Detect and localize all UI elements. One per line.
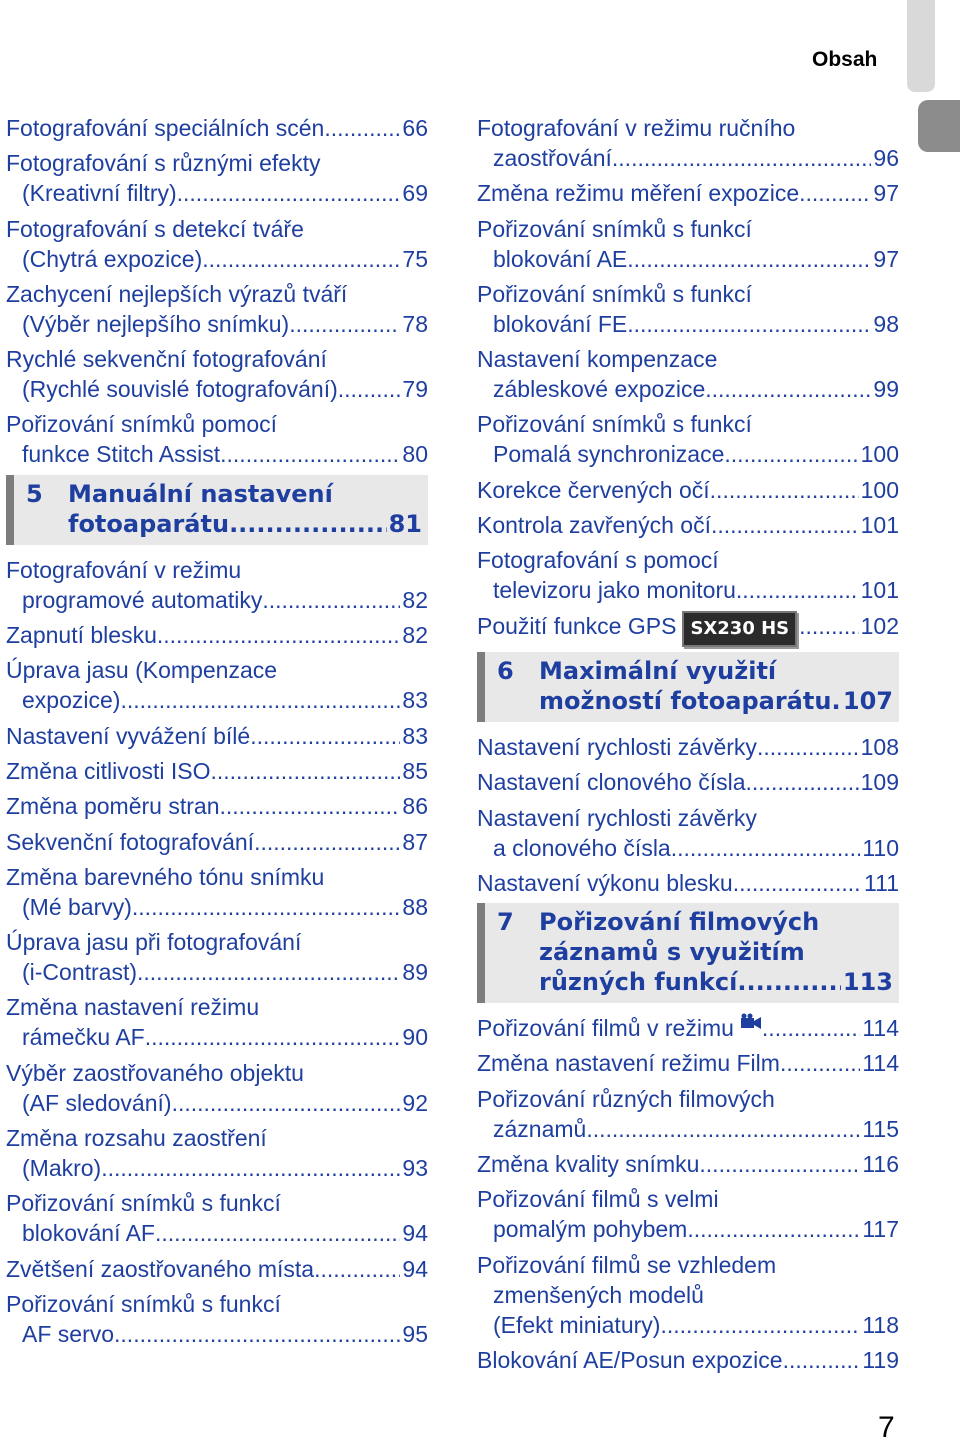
toc-page-number: 86 bbox=[402, 793, 428, 820]
toc-entry-text: Nastavení vyvážení bílé bbox=[6, 722, 251, 749]
chapter-title: možností fotoaparátu bbox=[539, 686, 832, 715]
chapter-heading-line bbox=[14, 479, 428, 509]
chapter-section-heading[interactable] bbox=[6, 475, 428, 545]
chapter-heading-line bbox=[485, 686, 899, 716]
leader-dots bbox=[262, 585, 400, 615]
toc-entry-text: zábleskové expozice bbox=[493, 376, 706, 403]
toc-entry-text: Pořizování snímků s funkcí bbox=[477, 411, 752, 438]
toc-entry[interactable] bbox=[477, 1184, 899, 1244]
leader-dots bbox=[101, 1153, 400, 1183]
toc-entry-text: (Mé barvy) bbox=[22, 893, 132, 920]
toc-entry-list bbox=[477, 732, 899, 898]
toc-entry-text: Fotografování v režimu bbox=[6, 556, 242, 583]
toc-entry-text: Rychlé sekvenční fotografování bbox=[6, 346, 327, 373]
leader-dots bbox=[211, 756, 401, 786]
leader-dots bbox=[699, 1149, 860, 1179]
toc-entry-text: Pořizování snímků pomocí bbox=[6, 411, 278, 438]
leader-dots bbox=[137, 957, 400, 987]
toc-entry[interactable] bbox=[6, 1188, 428, 1248]
toc-entry-line bbox=[477, 1114, 899, 1144]
leader-dots bbox=[757, 732, 859, 762]
toc-entry[interactable] bbox=[477, 545, 899, 605]
toc-entry-line bbox=[6, 1218, 428, 1248]
leader-dots bbox=[172, 1088, 401, 1118]
toc-page-number: 95 bbox=[402, 1320, 428, 1347]
toc-entry-line bbox=[477, 309, 899, 339]
toc-entry-text: funkce Stitch Assist bbox=[22, 441, 221, 468]
toc-entry[interactable] bbox=[6, 827, 428, 857]
toc-entry[interactable] bbox=[6, 113, 428, 143]
toc-entry-line bbox=[477, 1214, 899, 1244]
toc-entry-line bbox=[6, 344, 428, 374]
toc-entry-line bbox=[477, 1345, 899, 1375]
toc-entry-text: pomalým pohybem bbox=[493, 1216, 688, 1243]
toc-page-number: 66 bbox=[402, 115, 428, 141]
toc-entry-line bbox=[6, 721, 428, 751]
toc-column-left bbox=[6, 113, 428, 1354]
toc-entry-line bbox=[477, 475, 899, 505]
toc-entry-text: Zapnutí blesku bbox=[6, 622, 157, 649]
toc-page-number: 81 bbox=[388, 509, 422, 538]
chapter-title: záznamů s využitím bbox=[539, 938, 805, 967]
toc-entry-line bbox=[477, 1250, 899, 1280]
toc-page-number: 82 bbox=[402, 622, 428, 649]
toc-entry-text: (Chytrá expozice) bbox=[22, 245, 203, 272]
toc-entry-text: Změna kvality snímku bbox=[477, 1151, 700, 1178]
toc-entry[interactable] bbox=[6, 756, 428, 786]
toc-entry-text: Blokování AE/Posun expozice bbox=[477, 1346, 783, 1373]
toc-entry-text: AF servo bbox=[22, 1320, 115, 1347]
toc-entry-list bbox=[477, 113, 899, 605]
toc-entry-line bbox=[477, 143, 899, 173]
leader-dots bbox=[612, 143, 872, 173]
leader-dots bbox=[780, 1048, 860, 1078]
leader-dots bbox=[250, 721, 400, 751]
toc-entry[interactable] bbox=[6, 620, 428, 650]
toc-entry-line bbox=[477, 279, 899, 309]
toc-entry-line bbox=[477, 767, 899, 797]
toc-entry-line bbox=[6, 1088, 428, 1118]
toc-entry-line bbox=[477, 1084, 899, 1114]
toc-entry-line bbox=[477, 1048, 899, 1078]
toc-entry-text: Změna barevného tónu snímku bbox=[6, 863, 325, 890]
leader-dots bbox=[177, 178, 401, 208]
toc-page-number: 94 bbox=[402, 1255, 428, 1282]
toc-entry-line bbox=[477, 1184, 899, 1214]
toc-entry[interactable] bbox=[477, 803, 899, 863]
toc-entry-line bbox=[6, 791, 428, 821]
toc-entry-text: (i-Contrast) bbox=[22, 959, 138, 986]
toc-entry-line bbox=[6, 409, 428, 439]
toc-page-number: 99 bbox=[873, 376, 899, 403]
toc-page-number: 92 bbox=[402, 1089, 428, 1116]
toc-page-number: 118 bbox=[862, 1311, 899, 1338]
toc-entry-text: Pomalá synchronizace bbox=[493, 441, 725, 468]
leader-dots bbox=[724, 439, 858, 469]
toc-entry[interactable] bbox=[477, 1084, 899, 1144]
toc-entry-text: (Efekt miniatury) bbox=[493, 1311, 661, 1338]
toc-page-number: 80 bbox=[402, 441, 428, 468]
toc-entry-line bbox=[6, 178, 428, 208]
leader-dots bbox=[155, 1218, 400, 1248]
toc-entry-line bbox=[477, 344, 899, 374]
toc-page-number: 90 bbox=[402, 1024, 428, 1051]
chapter-number: 6 bbox=[497, 656, 514, 685]
toc-entry-text: blokování FE bbox=[493, 310, 628, 337]
leader-dots bbox=[586, 1114, 860, 1144]
toc-entry-text: Pořizování různých filmových bbox=[477, 1085, 775, 1112]
toc-entry-text: zaostřování bbox=[493, 145, 612, 171]
toc-entry-line bbox=[477, 214, 899, 244]
toc-entry-line bbox=[477, 1310, 899, 1340]
toc-entry-line bbox=[477, 178, 899, 208]
toc-entry-line bbox=[6, 827, 428, 857]
toc-entry[interactable] bbox=[477, 475, 899, 505]
leader-dots bbox=[314, 1254, 400, 1284]
chapter-heading-line bbox=[485, 937, 899, 967]
toc-page-number: 94 bbox=[402, 1220, 428, 1247]
toc-entry-text: Nastavení clonového čísla bbox=[477, 769, 746, 796]
toc-entry-line bbox=[6, 244, 428, 274]
toc-entry[interactable] bbox=[6, 862, 428, 922]
toc-entry-text: (Makro) bbox=[22, 1155, 102, 1182]
leader-dots bbox=[289, 309, 400, 339]
chapter-tab-marker bbox=[918, 100, 960, 152]
toc-entry-text: Změna nastavení režimu bbox=[6, 994, 260, 1021]
toc-page-number: 82 bbox=[402, 586, 428, 613]
toc-entry-text: Změna citlivosti ISO bbox=[6, 757, 211, 784]
leader-dots bbox=[799, 611, 858, 647]
toc-entry-line bbox=[477, 113, 899, 143]
toc-entry-line bbox=[6, 756, 428, 786]
toc-entry-text: a clonového čísla bbox=[493, 834, 671, 861]
toc-entry-text: blokování AF bbox=[22, 1220, 155, 1247]
toc-page-number: 97 bbox=[873, 245, 899, 272]
chapter-title: Maximální využití bbox=[539, 656, 777, 685]
toc-entry-line bbox=[477, 545, 899, 575]
toc-entry[interactable] bbox=[477, 113, 899, 173]
toc-entry[interactable] bbox=[477, 868, 899, 898]
toc-entry-line bbox=[6, 374, 428, 404]
chapter-number: 7 bbox=[497, 908, 514, 937]
leader-dots bbox=[219, 791, 400, 821]
toc-entry-text: Pořizování filmů v režimu bbox=[477, 1015, 734, 1042]
toc-entry-line bbox=[6, 1289, 428, 1319]
leader-dots bbox=[220, 439, 400, 469]
toc-entry-line bbox=[6, 1022, 428, 1052]
leader-dots bbox=[783, 1345, 861, 1375]
toc-entry-line bbox=[6, 1254, 428, 1284]
toc-entry-text: televizoru jako monitoru bbox=[493, 577, 736, 604]
leader-dots bbox=[737, 967, 841, 997]
toc-page-number: 119 bbox=[862, 1346, 899, 1373]
leader-dots bbox=[710, 475, 859, 505]
toc-entry-text: Zvětšení zaostřovaného místa bbox=[6, 1255, 315, 1282]
leader-dots bbox=[114, 1319, 400, 1349]
leader-dots bbox=[120, 685, 400, 715]
toc-entry-text: Nastavení výkonu blesku bbox=[477, 869, 733, 896]
leader-dots bbox=[736, 575, 859, 605]
toc-page-number: 101 bbox=[860, 512, 899, 539]
chapter-title: různých funkcí bbox=[539, 968, 738, 997]
toc-entry-line bbox=[6, 113, 428, 143]
leader-dots bbox=[746, 767, 859, 797]
toc-page-number: 97 bbox=[873, 180, 899, 207]
toc-page-number: 100 bbox=[860, 476, 899, 503]
toc-entry[interactable] bbox=[477, 214, 899, 274]
toc-entry-text: Změna režimu měření expozice bbox=[477, 180, 800, 207]
leader-dots bbox=[733, 868, 862, 898]
toc-entry[interactable] bbox=[477, 767, 899, 797]
toc-page-number: 117 bbox=[862, 1216, 899, 1243]
toc-entry-text: rámečku AF bbox=[22, 1024, 145, 1051]
leader-dots bbox=[132, 892, 401, 922]
toc-entry-list bbox=[6, 113, 428, 469]
toc-entry[interactable] bbox=[477, 510, 899, 540]
toc-entry-text: záznamů bbox=[493, 1115, 587, 1142]
toc-entry-text: blokování AE bbox=[493, 245, 628, 272]
toc-entry[interactable] bbox=[477, 409, 899, 469]
toc-page-number: 78 bbox=[402, 310, 428, 337]
toc-page-number: 83 bbox=[402, 687, 428, 714]
toc-entry-line bbox=[477, 833, 899, 863]
movie-camera-icon bbox=[740, 1013, 762, 1031]
toc-entry[interactable] bbox=[6, 721, 428, 751]
toc-entry-text: Úprava jasu (Kompenzace bbox=[6, 657, 278, 684]
toc-page-number: 110 bbox=[862, 834, 899, 861]
toc-entry[interactable] bbox=[6, 1254, 428, 1284]
toc-entry-text: Fotografování s různými efekty bbox=[6, 150, 321, 177]
toc-entry-text: Nastavení rychlosti závěrky bbox=[477, 804, 757, 831]
toc-entry-text: Fotografování speciálních scén bbox=[6, 115, 325, 141]
toc-entry[interactable] bbox=[6, 1123, 428, 1183]
toc-entry[interactable] bbox=[6, 148, 428, 208]
toc-entry-text: Pořizování snímků s funkcí bbox=[6, 1190, 281, 1217]
chapter-heading-line bbox=[485, 907, 899, 937]
page-header-title: Obsah bbox=[812, 48, 878, 71]
toc-entry-line bbox=[6, 1319, 428, 1349]
chapter-section-heading[interactable] bbox=[477, 652, 899, 722]
leader-dots bbox=[338, 374, 401, 404]
leader-dots bbox=[229, 509, 387, 539]
chapter-heading-line bbox=[485, 656, 899, 686]
toc-entry[interactable] bbox=[6, 791, 428, 821]
toc-entry-line bbox=[6, 685, 428, 715]
chapter-title: Manuální nastavení bbox=[68, 479, 333, 508]
leader-dots bbox=[660, 1310, 860, 1340]
toc-entry[interactable] bbox=[6, 1058, 428, 1118]
toc-entry-text: Fotografování v režimu ručního bbox=[477, 115, 796, 141]
toc-page-number: 85 bbox=[402, 757, 428, 784]
toc-entry[interactable] bbox=[6, 214, 428, 274]
toc-entry-line bbox=[6, 309, 428, 339]
toc-entry[interactable] bbox=[6, 1289, 428, 1349]
leader-dots bbox=[627, 244, 871, 274]
toc-entry-line bbox=[477, 803, 899, 833]
toc-entry-text: Kontrola zavřených očí bbox=[477, 512, 711, 539]
toc-entry-text: Fotografování s pomocí bbox=[477, 547, 719, 574]
leader-dots bbox=[762, 1013, 860, 1043]
toc-entry-line bbox=[6, 862, 428, 892]
toc-entry-text: Pořizování filmů s velmi bbox=[477, 1186, 719, 1213]
toc-entry-text: Pořizování filmů se vzhledem bbox=[477, 1251, 777, 1278]
toc-entry[interactable] bbox=[477, 732, 899, 762]
leader-dots bbox=[324, 113, 400, 143]
toc-column-right bbox=[477, 113, 899, 1380]
toc-entry-text: Výběr zaostřovaného objektu bbox=[6, 1059, 304, 1086]
toc-entry[interactable] bbox=[477, 1149, 899, 1179]
toc-entry-text: Fotografování s detekcí tváře bbox=[6, 215, 304, 242]
toc-entry-text: expozice) bbox=[22, 687, 121, 714]
toc-entry-line bbox=[6, 927, 428, 957]
toc-entry-text: Pořizování snímků s funkcí bbox=[6, 1290, 281, 1317]
toc-entry-line bbox=[477, 244, 899, 274]
chapter-section-heading[interactable] bbox=[477, 903, 899, 1003]
toc-page-number: 116 bbox=[862, 1151, 899, 1178]
toc-page-number: 114 bbox=[862, 1050, 899, 1077]
toc-page-number: 114 bbox=[862, 1015, 899, 1042]
toc-entry-text: Změna poměru stran bbox=[6, 793, 220, 820]
toc-page-number: 93 bbox=[402, 1155, 428, 1182]
toc-entry[interactable] bbox=[6, 655, 428, 715]
toc-entry-line bbox=[477, 1280, 899, 1310]
toc-entry-line bbox=[6, 1058, 428, 1088]
chapter-heading-line bbox=[14, 509, 428, 539]
toc-entry-text: Pořizování snímků s funkcí bbox=[477, 215, 752, 242]
toc-entry-line bbox=[477, 439, 899, 469]
toc-entry-line bbox=[477, 868, 899, 898]
toc-entry-text: zmenšených modelů bbox=[493, 1281, 704, 1308]
toc-entry-line bbox=[477, 510, 899, 540]
toc-entry-text: Korekce červených očí bbox=[477, 476, 710, 503]
toc-entry-line bbox=[477, 374, 899, 404]
toc-entry[interactable] bbox=[477, 1250, 899, 1340]
leader-dots bbox=[799, 178, 871, 208]
leader-dots bbox=[687, 1214, 860, 1244]
toc-entry-line bbox=[477, 732, 899, 762]
toc-entry-text: Použití funkce GPS bbox=[477, 612, 677, 639]
toc-entry-line bbox=[6, 585, 428, 615]
toc-entry-text: Zachycení nejlepších výrazů tváří bbox=[6, 280, 348, 307]
page-number: 7 bbox=[878, 1411, 895, 1444]
toc-entry-line bbox=[6, 957, 428, 987]
toc-entry-line bbox=[6, 555, 428, 585]
toc-page-number: 115 bbox=[862, 1115, 899, 1142]
toc-page-number: 96 bbox=[873, 145, 899, 171]
toc-entry[interactable] bbox=[6, 927, 428, 987]
leader-dots bbox=[831, 686, 840, 716]
toc-page-number: 108 bbox=[860, 733, 899, 760]
toc-entry-list bbox=[6, 555, 428, 1349]
toc-entry-text: Nastavení kompenzace bbox=[477, 346, 718, 373]
toc-entry-text: (Rychlé souvislé fotografování) bbox=[22, 376, 338, 403]
leader-dots bbox=[202, 244, 400, 274]
toc-entry-line bbox=[477, 575, 899, 605]
toc-entry-list bbox=[477, 1048, 899, 1374]
toc-entry-text: (Výběr nejlepšího snímku) bbox=[22, 310, 290, 337]
toc-entry[interactable] bbox=[6, 279, 428, 339]
leader-dots bbox=[145, 1022, 401, 1052]
leader-dots bbox=[711, 510, 859, 540]
toc-entry-text: Nastavení rychlosti závěrky bbox=[477, 733, 757, 760]
toc-entry-line bbox=[477, 1149, 899, 1179]
toc-entry-line bbox=[6, 1188, 428, 1218]
leader-dots bbox=[671, 833, 861, 863]
toc-page-number: 98 bbox=[873, 310, 899, 337]
toc-page-number: 69 bbox=[402, 180, 428, 207]
toc-entry-gps[interactable] bbox=[477, 611, 899, 647]
toc-entry[interactable] bbox=[6, 555, 428, 615]
chapter-number: 5 bbox=[26, 479, 43, 508]
toc-entry-text: Úprava jasu při fotografování bbox=[6, 929, 302, 956]
toc-entry-movie-mode[interactable] bbox=[477, 1013, 899, 1043]
toc-entry-line bbox=[6, 892, 428, 922]
chapter-title: Pořizování filmových bbox=[539, 908, 820, 937]
toc-entry-line bbox=[477, 409, 899, 439]
toc-entry[interactable] bbox=[6, 344, 428, 404]
chapter-tab-top bbox=[907, 0, 935, 92]
toc-page-number: 87 bbox=[402, 828, 428, 855]
toc-entry-text: Pořizování snímků s funkcí bbox=[477, 280, 752, 307]
toc-page-number: 113 bbox=[842, 968, 893, 997]
toc-entry[interactable] bbox=[477, 1048, 899, 1078]
toc-page-number: 107 bbox=[842, 686, 893, 715]
toc-page-number: 79 bbox=[402, 376, 428, 403]
toc-page-number: 89 bbox=[402, 959, 428, 986]
toc-entry-text: (AF sledování) bbox=[22, 1089, 172, 1116]
toc-entry-line bbox=[6, 279, 428, 309]
toc-page-number: 109 bbox=[860, 769, 899, 796]
toc-entry[interactable] bbox=[477, 344, 899, 404]
toc-entry[interactable] bbox=[477, 1345, 899, 1375]
toc-page-number: 100 bbox=[860, 441, 899, 468]
leader-dots bbox=[627, 309, 871, 339]
toc-page-number: 111 bbox=[864, 869, 899, 896]
leader-dots bbox=[705, 374, 871, 404]
toc-entry-text: Změna nastavení režimu Film bbox=[477, 1050, 780, 1077]
toc-entry-line bbox=[6, 148, 428, 178]
chapter-heading-line bbox=[485, 967, 899, 997]
toc-page-number: 75 bbox=[402, 245, 428, 272]
toc-entry[interactable] bbox=[477, 178, 899, 208]
leader-dots bbox=[254, 827, 400, 857]
toc-entry-text: programové automatiky bbox=[22, 586, 263, 613]
toc-entry-line bbox=[6, 214, 428, 244]
toc-entry[interactable] bbox=[477, 279, 899, 339]
toc-page-number: 101 bbox=[860, 577, 899, 604]
leader-dots bbox=[157, 620, 401, 650]
toc-entry[interactable] bbox=[6, 409, 428, 469]
toc-entry-text: (Kreativní filtry) bbox=[22, 180, 177, 207]
toc-entry-line bbox=[6, 992, 428, 1022]
toc-page-number: 102 bbox=[860, 612, 899, 639]
toc-entry-line bbox=[6, 1123, 428, 1153]
toc-entry-line bbox=[6, 1153, 428, 1183]
chapter-title: fotoaparátu bbox=[68, 509, 230, 538]
toc-page-number: 88 bbox=[402, 893, 428, 920]
toc-page-number: 83 bbox=[402, 722, 428, 749]
model-badge-sx230hs: SX230 HS bbox=[682, 611, 797, 647]
toc-entry[interactable] bbox=[6, 992, 428, 1052]
toc-entry-line bbox=[6, 439, 428, 469]
toc-entry-line bbox=[6, 620, 428, 650]
toc-entry-text: Sekvenční fotografování bbox=[6, 828, 255, 855]
toc-entry-text: Změna rozsahu zaostření bbox=[6, 1125, 267, 1152]
toc-entry-line bbox=[6, 655, 428, 685]
